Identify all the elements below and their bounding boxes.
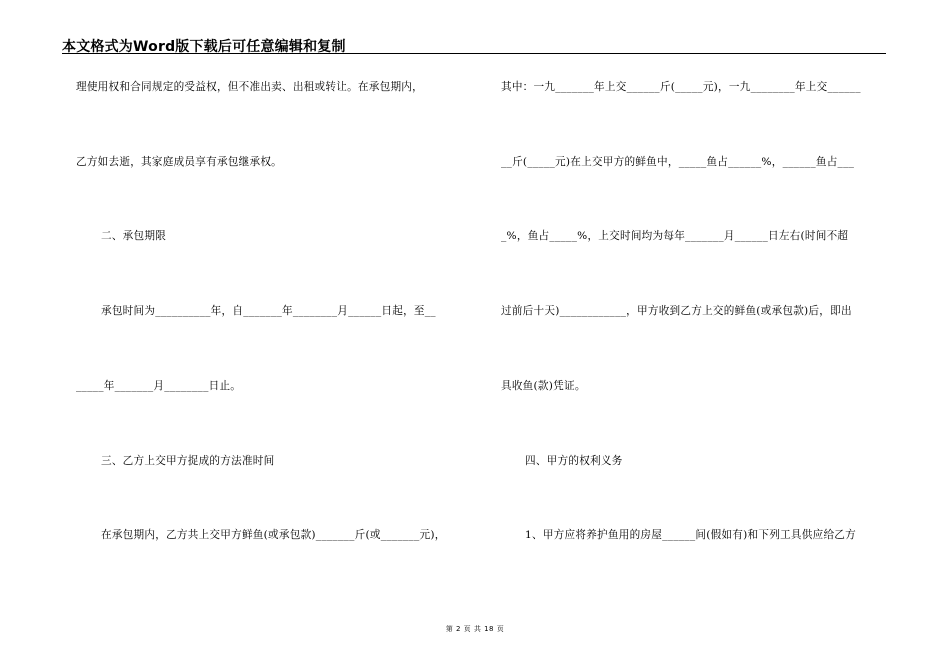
right-line-4: 过前后十天)____________，甲方收到乙方上交的鲜鱼(或承包款)后，即出: [501, 305, 852, 317]
left-line-1: 理使用权和合同规定的受益权，但不准出卖、出租或转让。在承包期内，: [76, 81, 423, 93]
left-line-5: _____年_______月________日止。: [76, 380, 242, 392]
section-heading-delivery: 三、乙方上交甲方捉成的方法准时间: [101, 455, 275, 467]
right-line-2: __斤(_____元)在上交甲方的鲜鱼中，_____鱼占______%，______鱼占___: [501, 156, 855, 168]
left-line-4: 承包时间为__________年，自_______年________月______日起，至__: [101, 305, 436, 317]
left-line-7: 在承包期内，乙方共上交甲方鲜鱼(或承包款)_______斤(或_______元)，: [101, 529, 446, 541]
section-heading-term: 二、承包期限: [101, 230, 167, 242]
right-line-3: _%，鱼占_____%，上交时间均为每年_______月______日左右(时间不超: [501, 230, 849, 242]
right-line-1: 其中：一九_______年上交______斤(_____元)，一九________年上交______: [501, 81, 861, 93]
right-line-7: 1、甲方应将养护鱼用的房屋______间(假如有)和下列工具供应给乙方: [525, 529, 856, 541]
page-number: 第 2 页 共 18 页: [445, 625, 505, 633]
right-line-5: 具收鱼(款)凭证。: [501, 380, 586, 392]
section-heading-party-a-rights: 四、甲方的权利义务: [525, 455, 623, 467]
header-divider: [62, 53, 886, 54]
document-header-title: 本文格式为Word版下载后可任意编辑和复制: [62, 39, 346, 55]
left-line-2: 乙方如去逝，其家庭成员享有承包继承权。: [76, 156, 283, 168]
